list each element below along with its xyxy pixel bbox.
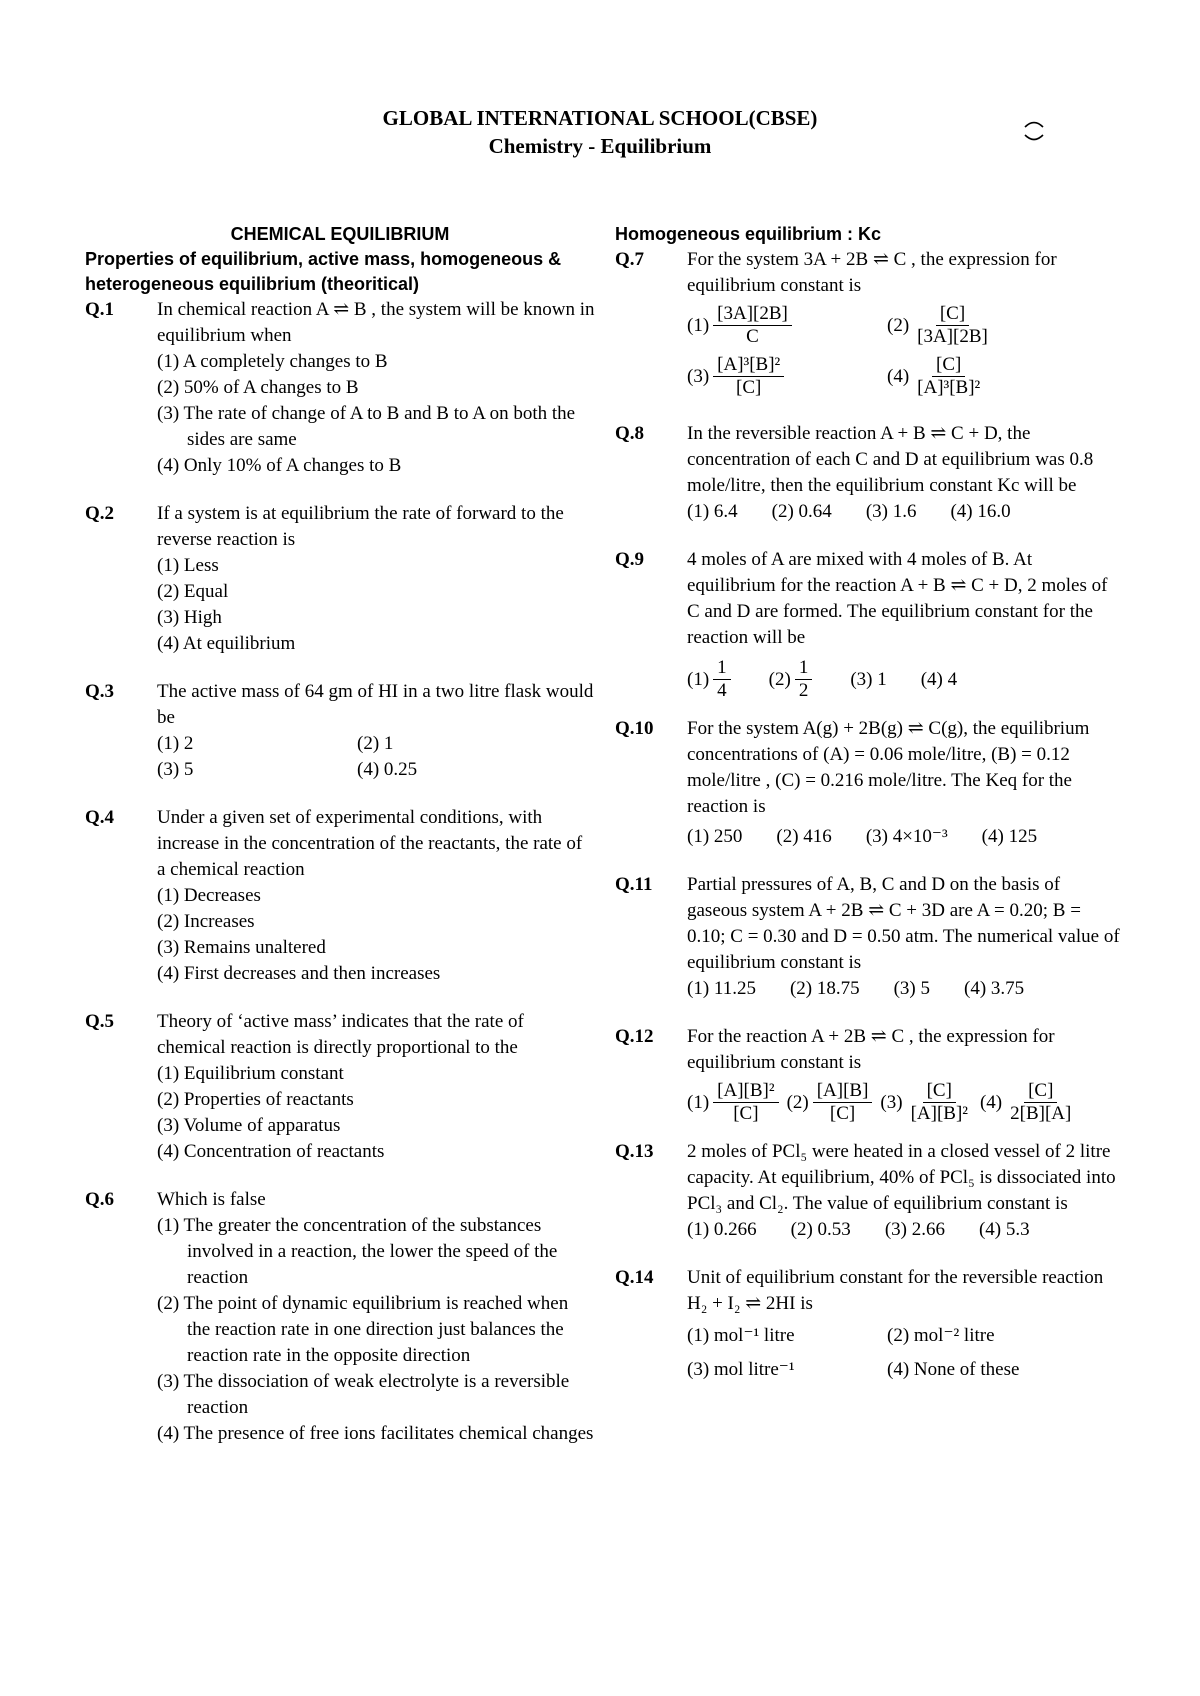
fraction-denominator: 4 — [717, 680, 727, 701]
option: (2) The point of dynamic equilibrium is reached when the reaction rate in one direction just balances the reaction rate in the opposite direction — [157, 1293, 569, 1366]
question-number: Q.3 — [85, 681, 115, 702]
option: (2) 0.53 — [790, 1219, 851, 1240]
question-text: For the reaction A + 2B ⇌ C , the expression for equilibrium constant is — [687, 1026, 1055, 1073]
option: (3) Remains unaltered — [157, 937, 326, 958]
fraction-denominator: [C] — [829, 1103, 856, 1124]
question-number: Q.2 — [85, 503, 115, 524]
option: (4) 125 — [981, 826, 1038, 847]
fraction-numerator: [C] — [932, 354, 965, 377]
left-column — [85, 222, 595, 1447]
fraction-denominator: [3A][2B] — [917, 326, 988, 347]
fraction-numerator: [A][B]² — [713, 1080, 778, 1103]
fraction-denominator: [A]³[B]² — [917, 377, 981, 398]
question-4 — [85, 805, 595, 987]
section-subtitle: Properties of equilibrium, active mass, homogeneous & heterogeneous equilibrium (theoritical) — [85, 249, 562, 294]
fraction-numerator: 1 — [713, 657, 731, 680]
option: (3) 5 — [893, 978, 931, 999]
question-text: The active mass of 64 gm of HI in a two litre flask would be — [157, 681, 594, 728]
question-number: Q.7 — [615, 249, 645, 270]
fraction-numerator: [C] — [923, 1080, 956, 1103]
page-header — [0, 104, 1200, 160]
option: (1) $\frac{\text{[A][B]²}}{[C]}$ — [687, 1080, 783, 1125]
option: (1) $\frac{1}{4}$ — [687, 657, 735, 702]
option: (4) First decreases and then increases — [157, 963, 441, 984]
option: (4) 3.75 — [964, 978, 1025, 999]
question-text: If a system is at equilibrium the rate of forward to the reverse reaction is — [157, 503, 564, 550]
question-text: For the system 3A + 2B ⇌ C , the expression for equilibrium constant is — [687, 249, 1057, 296]
question-number: Q.4 — [85, 807, 115, 828]
question-text: Theory of ‘active mass’ indicates that the rate of chemical reaction is directly proportional to the — [157, 1011, 524, 1058]
question-text: Which is false — [157, 1189, 266, 1210]
question-number: Q.13 — [615, 1141, 654, 1162]
option: (1) A completely changes to B — [157, 351, 388, 372]
question-number: Q.1 — [85, 299, 115, 320]
option: (4) 16.0 — [950, 501, 1011, 522]
question-2 — [85, 501, 595, 657]
question-number: Q.11 — [615, 874, 653, 895]
question-number: Q.10 — [615, 718, 654, 739]
question-text: In the reversible reaction A + B ⇌ C + D, the concentration of each C and D at equilibrium was 0.8 mole/litre, then the equilibrium constant Kc will be — [687, 423, 1094, 496]
question-14 — [615, 1265, 1123, 1383]
school-logo-icon — [1022, 118, 1046, 144]
fraction-denominator: 2[B][A] — [1010, 1103, 1072, 1124]
option: (2) Equal — [157, 581, 229, 602]
option: (2) 416 — [776, 826, 832, 847]
option: (3) $\frac{\text{[A]³[B]²}}{[C]}$ — [687, 354, 887, 399]
option: (1) 6.4 — [687, 501, 738, 522]
option: (3) 4×10⁻³ — [865, 826, 948, 847]
fraction-numerator: 1 — [795, 657, 813, 680]
option: (1) 11.25 — [687, 978, 756, 999]
option: (3) Volume of apparatus — [157, 1115, 341, 1136]
option: (2) $\frac{[A][B]}{[C]}$ — [787, 1080, 877, 1125]
question-number: Q.14 — [615, 1267, 654, 1288]
question-text: For the system A(g) + 2B(g) ⇌ C(g), the equilibrium concentrations of (A) = 0.06 mole/litre, (B) = 0.12 mole/litre , (C) = 0.216 mole/litre. The Keq for the reaction is — [687, 718, 1090, 817]
fraction-denominator: C — [746, 326, 759, 347]
question-3 — [85, 679, 595, 783]
fraction-denominator: 2 — [798, 680, 809, 701]
question-12 — [615, 1024, 1123, 1125]
question-8 — [615, 421, 1123, 525]
option: (4) The presence of free ions facilitates chemical changes — [157, 1423, 594, 1444]
question-7 — [615, 247, 1123, 399]
right-column — [615, 222, 1123, 1383]
option: (1) 0.266 — [687, 1219, 757, 1240]
question-11 — [615, 872, 1123, 1002]
fraction-numerator: [C] — [936, 303, 969, 326]
option: (1) Less — [157, 555, 219, 576]
fraction-numerator: [A][B] — [813, 1080, 873, 1103]
question-9 — [615, 547, 1123, 702]
question-text: Partial pressures of A, B, C and D on the basis of gaseous system A + 2B ⇌ C + 3D are A = 0.20; B = 0.10; C = 0.30 and D = 0.50 atm. The numerical value of equilibrium constant is — [687, 874, 1120, 973]
option: (1) 2 — [157, 733, 194, 754]
option: (4) $\frac{[C]}{\text{[A]³[B]²}}$ — [887, 354, 1087, 399]
option: (3) The dissociation of weak electrolyte is a reversible reaction — [157, 1371, 570, 1418]
question-1 — [85, 297, 595, 479]
option: (2) $\frac{[C]}{[3A][2B]}$ — [887, 303, 1087, 348]
question-13 — [615, 1139, 1123, 1243]
question-text: Unit of equilibrium constant for the reversible reaction H₂ + I₂ ⇌ 2HI is — [687, 1267, 1104, 1314]
option: (2) 1 — [357, 733, 394, 754]
question-number: Q.5 — [85, 1011, 115, 1032]
fraction-denominator: [C] — [736, 377, 762, 398]
fraction-numerator: [3A][2B] — [713, 303, 792, 326]
subject-title: Chemistry - Equilibrium — [488, 134, 712, 158]
fraction-denominator: [A][B]² — [910, 1103, 968, 1124]
question-number: Q.12 — [615, 1026, 654, 1047]
question-text: Under a given set of experimental conditions, with increase in the concentration of the reactants, the rate of a chemical reaction — [157, 807, 583, 880]
section-title: Homogeneous equilibrium : Kc — [615, 224, 882, 244]
option: (1) $\frac{[3A][2B]}{C}$ — [687, 303, 887, 348]
option: (1) The greater the concentration of the substances involved in a reaction, the lower the speed of the reaction — [157, 1215, 558, 1288]
option: (3) High — [157, 607, 222, 628]
option: (4) None of these — [887, 1359, 1020, 1380]
fraction-numerator: [A]³[B]² — [713, 354, 784, 377]
option: (2) $\frac{1}{2}$ — [769, 657, 817, 702]
question-text: In chemical reaction A ⇌ B , the system will be known in equilibrium when — [157, 299, 595, 346]
question-number: Q.9 — [615, 549, 645, 570]
option: (4) 0.25 — [357, 759, 418, 780]
option: (3) 5 — [157, 759, 194, 780]
question-text: 4 moles of A are mixed with 4 moles of B. At equilibrium for the reaction A + B ⇌ C + D, 2 moles of C and D are formed. The equilibrium constant for the reaction will be — [687, 549, 1108, 648]
option: (3) $\frac{[C]}{\text{[A][B]²}}$ — [880, 1080, 976, 1125]
question-number: Q.8 — [615, 423, 645, 444]
section-title: CHEMICAL EQUILIBRIUM — [230, 224, 450, 244]
option: (2) 18.75 — [789, 978, 860, 999]
question-10 — [615, 716, 1123, 850]
option: (3) 2.66 — [884, 1219, 945, 1240]
option: (3) 1.6 — [865, 501, 917, 522]
option: (4) Concentration of reactants — [157, 1141, 385, 1162]
option: (2) mol⁻² litre — [887, 1325, 995, 1346]
option: (2) 0.64 — [771, 501, 832, 522]
option: (2) Increases — [157, 911, 255, 932]
option: (4) 5.3 — [978, 1219, 1030, 1240]
option: (2) 50% of A changes to B — [157, 377, 359, 398]
fraction-numerator: [C] — [1024, 1080, 1057, 1103]
option: (4) Only 10% of A changes to B — [157, 455, 402, 476]
option: (2) Properties of reactants — [157, 1089, 354, 1110]
question-5 — [85, 1009, 595, 1165]
option: (1) 250 — [687, 826, 743, 847]
school-name: GLOBAL INTERNATIONAL SCHOOL(CBSE) — [382, 106, 818, 130]
option: (1) Decreases — [157, 885, 261, 906]
option: (4) At equilibrium — [157, 633, 296, 654]
option: (1) Equilibrium constant — [157, 1063, 344, 1084]
option: (4) $\frac{[C]}{2[B][A]}$ — [980, 1080, 1079, 1125]
fraction-denominator: [C] — [733, 1103, 759, 1124]
option: (4) 4 — [920, 668, 958, 690]
option: (1) mol⁻¹ litre — [687, 1325, 795, 1346]
question-6 — [85, 1187, 595, 1447]
option: (3) The rate of change of A to B and B to A on both the sides are same — [157, 403, 576, 450]
option: (3) mol litre⁻¹ — [687, 1359, 795, 1380]
question-number: Q.6 — [85, 1189, 115, 1210]
question-text: 2 moles of PCl₅ were heated in a closed vessel of 2 litre capacity. At equilibrium, 40% of PCl₅ is dissociated into PCl₃ and Cl₂. The value of equilibrium constant is — [687, 1141, 1116, 1214]
option: (3) 1 — [850, 668, 887, 690]
